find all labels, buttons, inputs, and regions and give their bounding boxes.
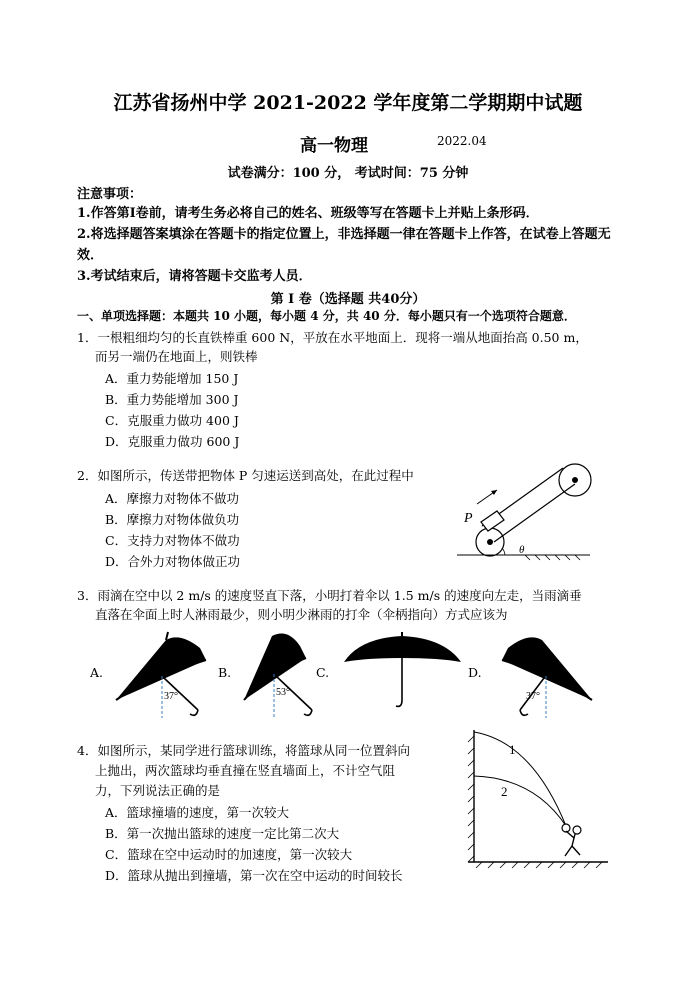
notice-item: 2.将选择题答案填涂在答题卡的指定位置上，非选择题一律在答题卡上作答，在试卷上答题无效． bbox=[77, 227, 611, 263]
umbrella-a-figure bbox=[108, 628, 218, 720]
angle-label: 53° bbox=[276, 687, 290, 698]
question-1-option-a: A．重力势能增加 150 J bbox=[105, 371, 239, 386]
angle-label: 37° bbox=[164, 691, 178, 702]
part-title: 第 Ⅰ 卷（选择题 共40分） bbox=[270, 292, 426, 307]
notice-item: 1.作答第Ⅰ卷前，请考生务必将自己的姓名、班级等写在答题卡上并贴上条形码． bbox=[77, 206, 539, 221]
section-instructions: 一、单项选择题：本题共 10 小题，每小题 4 分，共 40 分．每小题只有一个选项符合题意． bbox=[77, 309, 576, 323]
question-3-stem-line: 3．雨滴在空中以 2 m/s 的速度竖直下落，小明打着伞以 1.5 m/s 的速度向左走，当雨滴垂 bbox=[77, 588, 582, 603]
page-title: 江苏省扬州中学 2021-2022 学年度第二学期期中试题 bbox=[113, 92, 583, 114]
conveyor-belt-figure bbox=[455, 462, 605, 562]
exam-meta: 试卷满分：100 分， 考试时间：75 分钟 bbox=[227, 166, 469, 181]
notice-heading: 注意事项： bbox=[77, 187, 143, 202]
question-2-stem-line: 2．如图所示，传送带把物体 P 匀速运送到高处，在此过程中 bbox=[77, 468, 414, 483]
question-3-option-a: A. bbox=[90, 665, 104, 680]
path-2-label: 2 bbox=[501, 784, 508, 799]
object-p-label: P bbox=[464, 511, 473, 526]
angle-label: 37° bbox=[526, 691, 540, 702]
question-4-option-c: C．篮球在空中运动时的加速度，第一次较大 bbox=[105, 847, 353, 862]
question-1-option-b: B．重力势能增加 300 J bbox=[105, 392, 239, 407]
question-3-option-c: C. bbox=[316, 665, 330, 680]
umbrella-c-figure bbox=[340, 632, 465, 710]
question-4-option-b: B．第一次抛出篮球的速度一定比第二次大 bbox=[105, 826, 340, 841]
question-3-option-d: D. bbox=[468, 665, 482, 680]
student-head-icon bbox=[573, 826, 581, 834]
exam-date: 2022.04 bbox=[437, 134, 487, 148]
umbrella-d-figure bbox=[490, 628, 600, 720]
question-3-option-b: B. bbox=[218, 665, 232, 680]
question-1-stem-line: 而另一端仍在地面上，则铁棒 bbox=[95, 349, 258, 364]
question-4-stem-line: 4．如图所示，某同学进行篮球训练，将篮球从同一位置斜向 bbox=[77, 743, 410, 758]
question-1-option-d: D．克服重力做功 600 J bbox=[105, 434, 240, 449]
theta-label: θ bbox=[519, 544, 525, 556]
notice-item: 3.考试结束后，请将答题卡交监考人员． bbox=[77, 269, 312, 284]
question-2-option-b: B．摩擦力对物体做负功 bbox=[105, 512, 240, 527]
question-3-stem-line: 直落在伞面上时人淋雨最少，则小明少淋雨的打伞（伞柄指向）方式应该为 bbox=[95, 607, 508, 622]
question-4-option-d: D．篮球从抛出到撞墙，第一次在空中运动的时间较长 bbox=[105, 868, 403, 883]
path-1-label: 1 bbox=[509, 742, 516, 757]
question-2-option-c: C．支持力对物体不做功 bbox=[105, 533, 240, 548]
question-1-stem-line: 1．一根粗细均匀的长直铁棒重 600 N，平放在水平地面上．现将一端从地面抬高 0.50 m， bbox=[77, 330, 588, 345]
basketball-figure bbox=[462, 728, 612, 870]
question-2-option-a: A．摩擦力对物体不做功 bbox=[105, 491, 240, 506]
umbrella-b-figure bbox=[232, 628, 322, 720]
question-4-stem-line: 上抛出，两次篮球均垂直撞在竖直墙面上，不计空气阻 bbox=[95, 763, 396, 778]
subject-title: 高一物理 bbox=[300, 136, 368, 156]
question-2-option-d: D．合外力对物体做正功 bbox=[105, 554, 241, 569]
basketball-icon bbox=[562, 824, 570, 832]
question-4-option-a: A．篮球撞墙的速度，第一次较大 bbox=[105, 805, 290, 820]
question-1-option-c: C．克服重力做功 400 J bbox=[105, 413, 239, 428]
question-4-stem-line: 力，下列说法正确的是 bbox=[95, 783, 221, 798]
